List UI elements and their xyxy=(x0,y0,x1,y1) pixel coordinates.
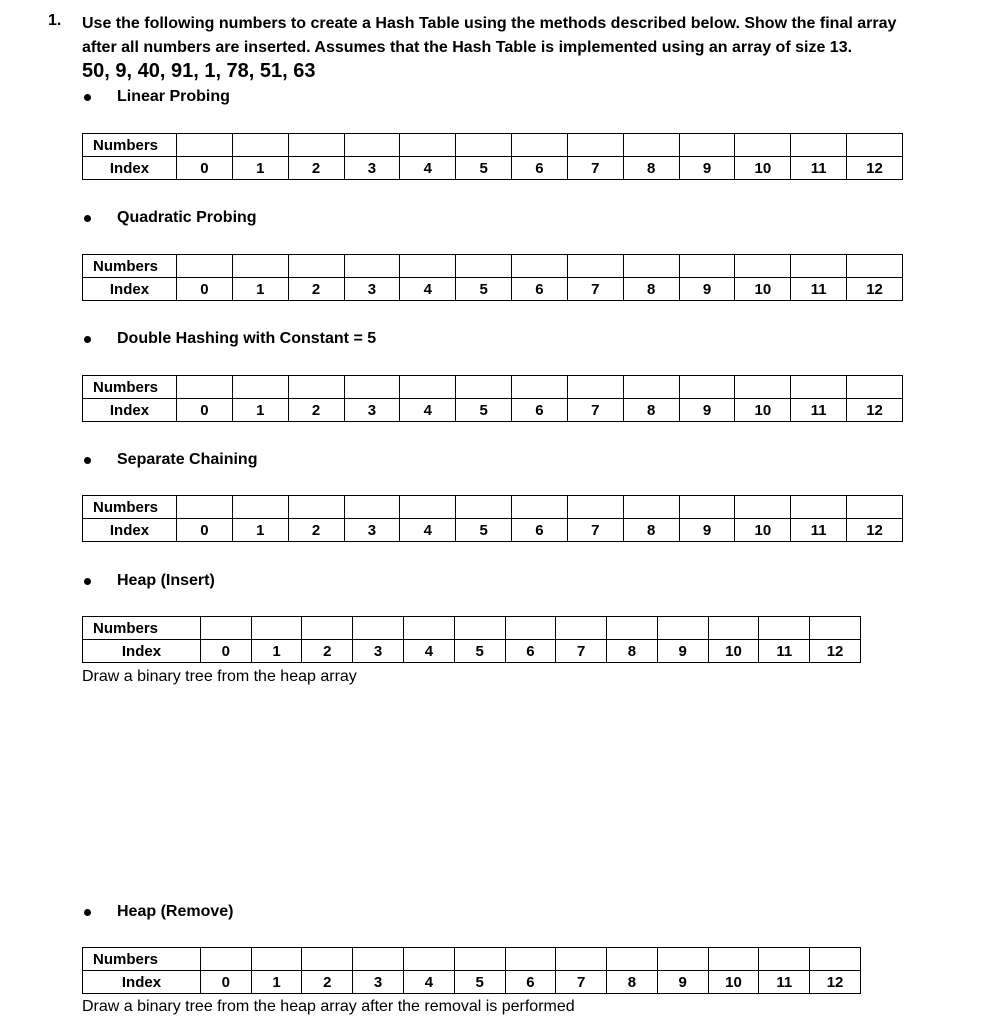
number-cell[interactable] xyxy=(735,134,791,157)
number-cell[interactable] xyxy=(791,376,847,399)
number-cell[interactable] xyxy=(288,496,344,519)
number-cell[interactable] xyxy=(456,376,512,399)
number-cell[interactable] xyxy=(607,617,658,640)
index-cell: 12 xyxy=(847,157,903,180)
index-cell: 7 xyxy=(556,640,607,663)
number-cell[interactable] xyxy=(512,134,568,157)
index-cell: 9 xyxy=(679,278,735,301)
numbers-row xyxy=(83,134,903,157)
index-cell: 4 xyxy=(400,157,456,180)
numbers-label: Numbers xyxy=(83,496,177,519)
number-cell[interactable] xyxy=(353,617,404,640)
index-row xyxy=(83,157,903,180)
number-cell[interactable] xyxy=(176,255,232,278)
index-label: Index xyxy=(83,971,201,994)
index-cell: 9 xyxy=(679,157,735,180)
question-line-2: after all numbers are inserted. Assumes that the Hash Table is implemented using an array of size 13. xyxy=(82,39,853,56)
index-row xyxy=(83,399,903,422)
index-cell: 11 xyxy=(791,399,847,422)
index-cell: 3 xyxy=(344,157,400,180)
section-separate-chaining xyxy=(84,451,257,469)
index-cell: 1 xyxy=(232,399,288,422)
number-cell[interactable] xyxy=(302,617,353,640)
index-cell: 3 xyxy=(344,278,400,301)
index-cell: 6 xyxy=(505,640,556,663)
index-cell: 5 xyxy=(456,157,512,180)
index-cell: 6 xyxy=(512,157,568,180)
index-cell: 7 xyxy=(567,278,623,301)
bullet-icon xyxy=(84,336,91,343)
number-cell[interactable] xyxy=(200,948,251,971)
numbers-row xyxy=(83,948,861,971)
index-cell: 3 xyxy=(353,971,404,994)
index-cell: 12 xyxy=(847,519,903,542)
index-cell: 6 xyxy=(512,278,568,301)
number-cell[interactable] xyxy=(344,376,400,399)
index-cell: 4 xyxy=(400,278,456,301)
number-cell[interactable] xyxy=(679,376,735,399)
index-cell: 3 xyxy=(344,399,400,422)
index-cell: 2 xyxy=(288,399,344,422)
number-cell[interactable] xyxy=(232,134,288,157)
number-cell[interactable] xyxy=(512,496,568,519)
index-cell: 8 xyxy=(623,399,679,422)
index-label: Index xyxy=(83,640,201,663)
number-cell[interactable] xyxy=(679,134,735,157)
question-number: 1. xyxy=(48,12,62,29)
index-cell: 11 xyxy=(759,971,810,994)
number-cell[interactable] xyxy=(456,496,512,519)
number-cell[interactable] xyxy=(847,134,903,157)
number-cell[interactable] xyxy=(344,496,400,519)
index-cell: 0 xyxy=(176,157,232,180)
number-cell[interactable] xyxy=(657,617,708,640)
index-cell: 9 xyxy=(657,971,708,994)
numbers-row xyxy=(83,255,903,278)
number-cell[interactable] xyxy=(403,617,454,640)
number-cell[interactable] xyxy=(623,134,679,157)
index-label: Index xyxy=(83,157,177,180)
number-cell[interactable] xyxy=(176,134,232,157)
number-cell[interactable] xyxy=(454,948,505,971)
index-cell: 7 xyxy=(567,519,623,542)
index-cell: 4 xyxy=(403,640,454,663)
number-cell[interactable] xyxy=(251,948,302,971)
section-title: Double Hashing with Constant = 5 xyxy=(117,330,377,347)
number-cell[interactable] xyxy=(556,617,607,640)
hash-table-quadratic-probing xyxy=(82,254,903,301)
question-line-1: Use the following numbers to create a Hash Table using the methods described below. Show the final array xyxy=(82,15,897,32)
numbers-label: Numbers xyxy=(83,376,177,399)
index-cell: 10 xyxy=(708,971,759,994)
index-cell: 1 xyxy=(251,971,302,994)
index-cell: 3 xyxy=(344,519,400,542)
number-cell[interactable] xyxy=(400,255,456,278)
number-cell[interactable] xyxy=(302,948,353,971)
number-cell[interactable] xyxy=(847,255,903,278)
number-cell[interactable] xyxy=(567,255,623,278)
index-cell: 5 xyxy=(454,640,505,663)
index-cell: 2 xyxy=(288,278,344,301)
number-cell[interactable] xyxy=(456,134,512,157)
index-label: Index xyxy=(83,399,177,422)
index-cell: 7 xyxy=(567,399,623,422)
number-cell[interactable] xyxy=(505,617,556,640)
number-cell[interactable] xyxy=(556,948,607,971)
number-cell[interactable] xyxy=(288,376,344,399)
section-double-hashing xyxy=(84,330,376,348)
index-cell: 9 xyxy=(679,399,735,422)
number-cell[interactable] xyxy=(400,376,456,399)
index-cell: 9 xyxy=(657,640,708,663)
index-cell: 5 xyxy=(456,278,512,301)
hash-table-double-hashing xyxy=(82,375,903,422)
number-cell[interactable] xyxy=(512,376,568,399)
heap-table-insert xyxy=(82,616,861,663)
index-row xyxy=(83,519,903,542)
index-cell: 11 xyxy=(791,278,847,301)
number-cell[interactable] xyxy=(344,134,400,157)
number-cell[interactable] xyxy=(505,948,556,971)
number-cell[interactable] xyxy=(735,255,791,278)
index-cell: 5 xyxy=(454,971,505,994)
section-heap-remove xyxy=(84,903,233,921)
number-cell[interactable] xyxy=(454,617,505,640)
input-values: 50, 9, 40, 91, 1, 78, 51, 63 xyxy=(82,60,316,82)
number-cell[interactable] xyxy=(708,617,759,640)
index-cell: 4 xyxy=(400,519,456,542)
index-cell: 11 xyxy=(791,157,847,180)
index-cell: 10 xyxy=(735,278,791,301)
heap-insert-caption: Draw a binary tree from the heap array xyxy=(82,668,357,685)
heap-table-remove xyxy=(82,947,861,994)
section-title: Heap (Insert) xyxy=(117,572,215,589)
index-cell: 5 xyxy=(456,519,512,542)
number-cell[interactable] xyxy=(623,496,679,519)
heap-remove-caption: Draw a binary tree from the heap array after the removal is performed xyxy=(82,998,575,1015)
number-cell[interactable] xyxy=(657,948,708,971)
number-cell[interactable] xyxy=(708,948,759,971)
index-row xyxy=(83,640,861,663)
section-title: Separate Chaining xyxy=(117,451,258,468)
number-cell[interactable] xyxy=(567,376,623,399)
index-cell: 12 xyxy=(810,971,861,994)
index-cell: 2 xyxy=(302,971,353,994)
index-cell: 0 xyxy=(176,519,232,542)
index-cell: 8 xyxy=(607,971,658,994)
index-cell: 8 xyxy=(607,640,658,663)
hash-table-separate-chaining xyxy=(82,495,903,542)
section-heap-insert xyxy=(84,572,215,590)
index-cell: 11 xyxy=(791,519,847,542)
number-cell[interactable] xyxy=(232,496,288,519)
number-cell[interactable] xyxy=(810,617,861,640)
number-cell[interactable] xyxy=(679,255,735,278)
index-cell: 6 xyxy=(512,519,568,542)
index-cell: 8 xyxy=(623,278,679,301)
index-cell: 2 xyxy=(288,519,344,542)
number-cell[interactable] xyxy=(791,255,847,278)
index-cell: 7 xyxy=(556,971,607,994)
number-cell[interactable] xyxy=(403,948,454,971)
index-cell: 6 xyxy=(505,971,556,994)
number-cell[interactable] xyxy=(735,376,791,399)
number-cell[interactable] xyxy=(607,948,658,971)
hash-table-linear-probing xyxy=(82,133,903,180)
index-cell: 5 xyxy=(456,399,512,422)
number-cell[interactable] xyxy=(623,255,679,278)
index-cell: 4 xyxy=(403,971,454,994)
number-cell[interactable] xyxy=(232,255,288,278)
index-cell: 12 xyxy=(810,640,861,663)
index-row xyxy=(83,278,903,301)
index-cell: 10 xyxy=(708,640,759,663)
section-title: Heap (Remove) xyxy=(117,903,234,920)
index-cell: 0 xyxy=(200,640,251,663)
index-label: Index xyxy=(83,278,177,301)
index-cell: 0 xyxy=(176,399,232,422)
bullet-icon xyxy=(84,909,91,916)
index-cell: 12 xyxy=(847,278,903,301)
index-cell: 0 xyxy=(176,278,232,301)
number-cell[interactable] xyxy=(567,496,623,519)
section-linear-probing xyxy=(84,88,230,106)
number-cell[interactable] xyxy=(847,496,903,519)
index-cell: 8 xyxy=(623,157,679,180)
index-label: Index xyxy=(83,519,177,542)
index-cell: 2 xyxy=(302,640,353,663)
number-cell[interactable] xyxy=(251,617,302,640)
number-cell[interactable] xyxy=(344,255,400,278)
number-cell[interactable] xyxy=(847,376,903,399)
section-title: Linear Probing xyxy=(117,88,230,105)
number-cell[interactable] xyxy=(288,255,344,278)
number-cell[interactable] xyxy=(623,376,679,399)
number-cell[interactable] xyxy=(353,948,404,971)
bullet-icon xyxy=(84,457,91,464)
index-cell: 9 xyxy=(679,519,735,542)
index-cell: 10 xyxy=(735,157,791,180)
number-cell[interactable] xyxy=(759,617,810,640)
number-cell[interactable] xyxy=(176,376,232,399)
index-cell: 11 xyxy=(759,640,810,663)
number-cell[interactable] xyxy=(400,496,456,519)
index-cell: 7 xyxy=(567,157,623,180)
number-cell[interactable] xyxy=(791,134,847,157)
index-cell: 6 xyxy=(512,399,568,422)
number-cell[interactable] xyxy=(759,948,810,971)
numbers-label: Numbers xyxy=(83,948,201,971)
number-cell[interactable] xyxy=(200,617,251,640)
bullet-icon xyxy=(84,215,91,222)
numbers-label: Numbers xyxy=(83,134,177,157)
numbers-label: Numbers xyxy=(83,617,201,640)
number-cell[interactable] xyxy=(456,255,512,278)
index-cell: 8 xyxy=(623,519,679,542)
bullet-icon xyxy=(84,94,91,101)
numbers-label: Numbers xyxy=(83,255,177,278)
number-cell[interactable] xyxy=(567,134,623,157)
index-cell: 0 xyxy=(200,971,251,994)
question-text xyxy=(82,12,982,60)
number-cell[interactable] xyxy=(232,376,288,399)
number-cell[interactable] xyxy=(810,948,861,971)
number-cell[interactable] xyxy=(176,496,232,519)
numbers-row xyxy=(83,617,861,640)
number-cell[interactable] xyxy=(288,134,344,157)
number-cell[interactable] xyxy=(512,255,568,278)
number-cell[interactable] xyxy=(735,496,791,519)
index-cell: 1 xyxy=(251,640,302,663)
index-row xyxy=(83,971,861,994)
section-title: Quadratic Probing xyxy=(117,209,257,226)
index-cell: 1 xyxy=(232,157,288,180)
number-cell[interactable] xyxy=(679,496,735,519)
index-cell: 12 xyxy=(847,399,903,422)
numbers-row xyxy=(83,496,903,519)
index-cell: 4 xyxy=(400,399,456,422)
index-cell: 2 xyxy=(288,157,344,180)
number-cell[interactable] xyxy=(400,134,456,157)
numbers-row xyxy=(83,376,903,399)
bullet-icon xyxy=(84,578,91,585)
index-cell: 10 xyxy=(735,399,791,422)
section-quadratic-probing xyxy=(84,209,257,227)
index-cell: 1 xyxy=(232,278,288,301)
number-cell[interactable] xyxy=(791,496,847,519)
index-cell: 1 xyxy=(232,519,288,542)
index-cell: 3 xyxy=(353,640,404,663)
index-cell: 10 xyxy=(735,519,791,542)
